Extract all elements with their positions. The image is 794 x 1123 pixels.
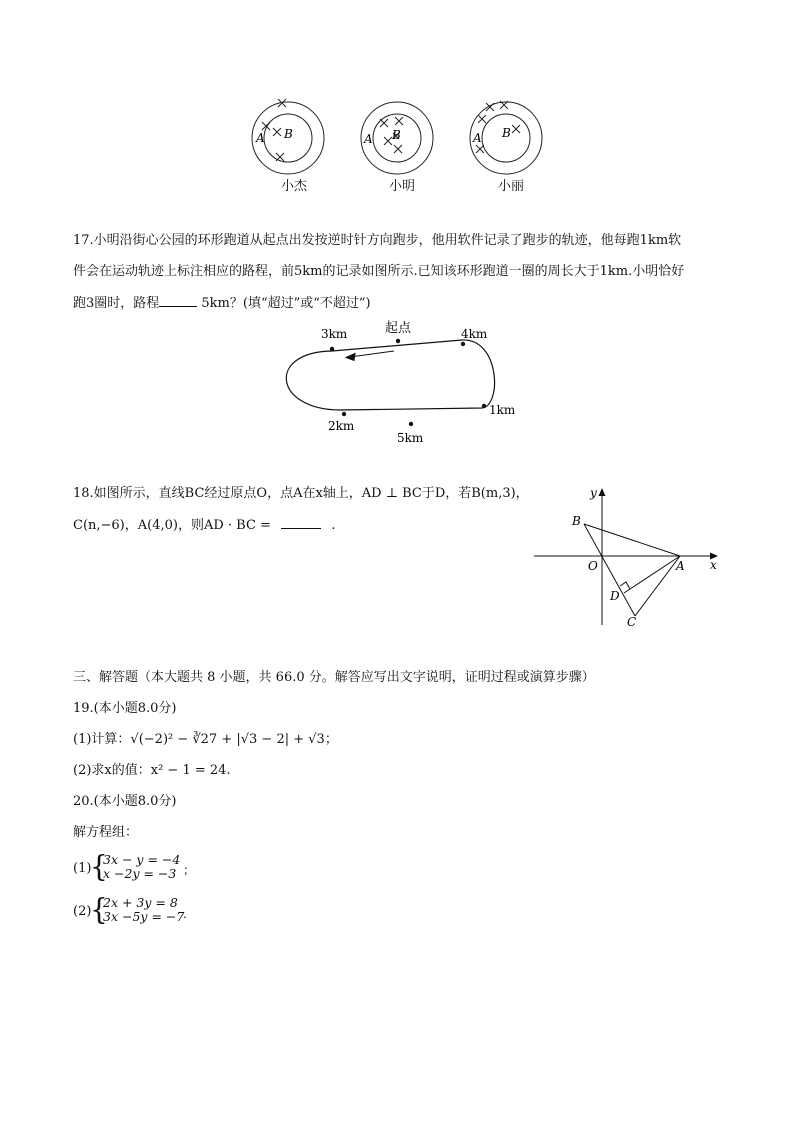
circle-xiaoli [470, 101, 542, 174]
label-start: 起点 [385, 321, 412, 336]
label-d: D [610, 589, 620, 603]
circle-xiaoming [361, 102, 433, 174]
label-2km: 2km [328, 419, 355, 433]
label-c: C [627, 615, 637, 629]
label-b: B [392, 128, 401, 142]
direction-arrow [346, 351, 394, 361]
label-a: A [473, 131, 482, 145]
q20-part2-end: . [183, 907, 187, 921]
label-x: x [710, 558, 717, 572]
label-b: B [284, 127, 293, 141]
q20-part2-brace: { [90, 892, 108, 927]
label-1km: 1km [489, 403, 516, 417]
q17-line3-after: 5km？(填“超过”或“不超过”) [197, 296, 371, 311]
start-point [396, 339, 400, 343]
label-a: A [256, 131, 265, 145]
q18-line2-after: . [331, 518, 336, 533]
label-5km: 5km [397, 431, 424, 445]
label-b: B [502, 126, 511, 140]
q17-line2: 件会在运动轨迹上标注相应的路程，前5km的记录如图所示.已知该环形跑道一圈的周长大于1km.小明恰好 [73, 264, 685, 279]
q20-header: 20.(本小题8.0分) [73, 794, 177, 809]
q18-line1: 18.如图所示，直线BC经过原点O，点A在x轴上，AD ⊥ BC于D，若B(m,3)， [73, 486, 529, 501]
point-2km [342, 412, 346, 416]
label-o: O [588, 559, 598, 573]
q20-part1-brace: { [90, 849, 108, 884]
q17-answer-blank[interactable] [159, 294, 197, 307]
section3-title: 三、解答题（本大题共 8 小题，共 66.0 分。解答应写出文字说明，证明过程或演算步骤） [73, 670, 595, 685]
q19-part1 [73, 731, 338, 749]
q20-part2-eq2: 3x −5y = −7 [103, 909, 185, 924]
right-angle-mark [620, 582, 630, 589]
q20-part1-eq1: 3x − y = −4 [103, 852, 181, 867]
point-4km [461, 342, 465, 346]
q20-part1 [73, 849, 273, 884]
circle-xiaojie [252, 99, 324, 174]
q18-line2 [73, 516, 335, 535]
segment-ac [635, 556, 680, 616]
track-path [286, 340, 494, 410]
q18-line2-before: C(n,−6)，A(4,0)，则AD · BC = [73, 518, 271, 533]
q20-part1-label: (1) [73, 861, 92, 876]
q19-header: 19.(本小题8.0分) [73, 701, 177, 716]
q17-line3 [73, 294, 371, 313]
label-a: A [676, 559, 685, 573]
label-4km: 4km [461, 327, 488, 341]
point-5km [409, 422, 413, 426]
segment-ad [624, 556, 680, 593]
q20-part1-eq2: x −2y = −3 [103, 866, 177, 881]
q19-part2: (2)求x的值：x² − 1 = 24. [73, 763, 231, 778]
coordinate-figure [532, 480, 732, 630]
q20-part2-eq1: 2x + 3y = 8 [103, 895, 178, 910]
q17-line1: 17.小明沿街心公园的环形跑道从起点出发按逆时针方向跑步，他用软件记录了跑步的轨迹，他每跑1km软 [73, 233, 682, 248]
label-a: A [364, 132, 373, 146]
q17-line3-before: 跑3圈时，路程 [73, 296, 160, 311]
label-y: y [590, 486, 597, 500]
q18-answer-blank[interactable] [281, 516, 321, 529]
running-track-figure [270, 318, 520, 448]
q19-part1-label: (1)计算： [73, 732, 131, 747]
label-xiaojie: 小杰 [281, 179, 308, 194]
q20-part2-label: (2) [73, 904, 92, 919]
segment-ab [584, 524, 680, 556]
y-axis-arrow [599, 488, 606, 496]
point-3km [330, 347, 334, 351]
q20-intro: 解方程组： [73, 825, 139, 840]
q20-part1-end: ； [183, 863, 196, 877]
label-xiaoming: 小明 [389, 179, 416, 194]
label-xiaoli: 小丽 [498, 179, 525, 194]
q19-part1-expr: √(−2)² − ∛27 + |√3 − 2| + √3； [130, 732, 338, 747]
point-1km [482, 404, 486, 408]
label-3km: 3km [321, 327, 348, 341]
label-b: B [572, 514, 581, 528]
q20-part2 [73, 892, 273, 927]
